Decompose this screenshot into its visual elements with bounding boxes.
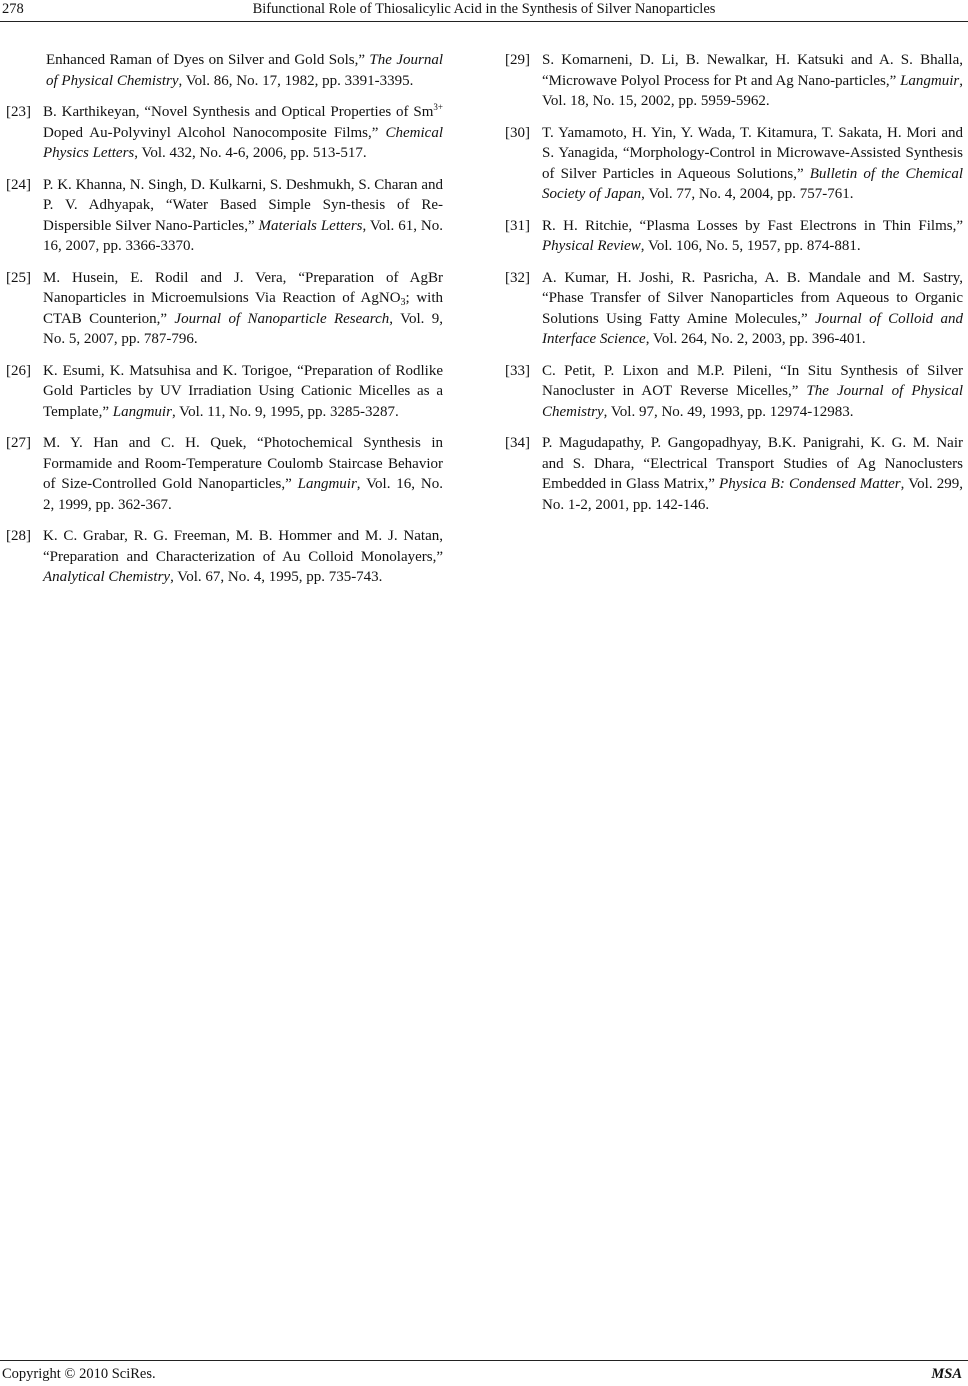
reference-details: , Vol. 67, No. 4, 1995, pp. 735-743. bbox=[170, 569, 383, 585]
reference-text: T. Yamamoto, H. Yin, Y. Wada, T. Kitamura, T. Sakata, H. Mori and S. Yanagida, “Morphology-Control in Microwave-Assisted Synthesis of Silver Particles in Aqueous Solutions,” bbox=[542, 124, 963, 182]
page-footer bbox=[0, 1360, 968, 1386]
reference-text: ; with CTAB Counterion,” bbox=[43, 290, 443, 327]
reference-32 bbox=[505, 268, 963, 350]
reference-text: Enhanced Raman of Dyes on Silver and Gold Sols,” bbox=[46, 52, 370, 68]
copyright-notice: Copyright © 2010 SciRes. bbox=[2, 1366, 156, 1382]
left-column bbox=[6, 50, 443, 599]
reference-details: , Vol. 18, No. 15, 2002, pp. 5959-5962. bbox=[542, 72, 963, 109]
reference-journal: Journal of Nanoparticle Research bbox=[174, 310, 390, 327]
reference-details: , Vol. 264, No. 2, 2003, pp. 396-401. bbox=[645, 331, 866, 347]
reference-23 bbox=[6, 102, 443, 164]
reference-text: K. Esumi, K. Matsuhisa and K. Torigoe, “Preparation of Rodlike Gold Particles by UV Irradiation Using Cationic Micelles as a Template,” bbox=[43, 362, 443, 420]
reference-27 bbox=[6, 433, 443, 515]
reference-continued bbox=[6, 50, 443, 91]
reference-journal: Physical Review bbox=[542, 238, 641, 254]
reference-details: , Vol. 11, No. 9, 1995, pp. 3285-3287. bbox=[171, 403, 399, 420]
reference-journal: Physica B: Condensed Matter bbox=[719, 476, 901, 492]
reference-details: , Vol. 86, No. 17, 1982, pp. 3391-3395. bbox=[178, 72, 414, 89]
page-number: 278 bbox=[2, 1, 24, 17]
reference-number: [32] bbox=[505, 269, 530, 286]
reference-details: , Vol. 106, No. 5, 1957, pp. 874-881. bbox=[640, 238, 861, 254]
reference-details: , Vol. 97, No. 49, 1993, pp. 12974-12983. bbox=[603, 403, 854, 420]
running-title: Bifunctional Role of Thiosalicylic Acid in the Synthesis of Silver Nanoparticles bbox=[252, 1, 716, 17]
reference-journal: Journal of Colloid and Interface Science bbox=[542, 310, 963, 347]
reference-text: B. Karthikeyan, “Novel Synthesis and Optical Properties of Sm bbox=[43, 104, 434, 120]
reference-text: S. Komarneni, D. Li, B. Newalkar, H. Katsuki and A. S. Bhalla, “Microwave Polyol Process for Pt and Ag Nano-particles,” bbox=[542, 52, 963, 89]
reference-subscript: 3 bbox=[400, 297, 406, 308]
reference-journal: Langmuir bbox=[900, 72, 960, 89]
reference-journal: Langmuir bbox=[112, 403, 172, 420]
reference-details: , Vol. 432, No. 4-6, 2006, pp. 513-517. bbox=[134, 145, 367, 161]
reference-number: [25] bbox=[6, 269, 31, 286]
reference-24 bbox=[6, 175, 443, 257]
reference-text: M. Husein, E. Rodil and J. Vera, “Preparation of AgBr Nanoparticles in Microemulsions Via Reaction of AgNO bbox=[43, 269, 443, 306]
reference-text: A. Kumar, H. Joshi, R. Pasricha, A. B. Mandale and M. Sastry, “Phase Transfer of Silver Nanoparticles from Aqueous to Organic Solutions Using Fatty Amine Molecules,” bbox=[542, 269, 963, 327]
reference-29 bbox=[505, 50, 963, 112]
reference-details: , Vol. 9, No. 5, 2007, pp. 787-796. bbox=[43, 310, 443, 347]
reference-text: M. Y. Han and C. H. Quek, “Photochemical Synthesis in Formamide and Room-Temperature Coulomb Staircase Behavior of Size-Controlled Gold Nanoparticles,” bbox=[43, 435, 443, 492]
reference-journal: Langmuir bbox=[297, 476, 357, 492]
reference-30 bbox=[505, 123, 963, 205]
reference-number: [34] bbox=[505, 435, 530, 451]
reference-34 bbox=[505, 433, 963, 515]
reference-26 bbox=[6, 361, 443, 423]
reference-number: [27] bbox=[6, 435, 31, 451]
reference-number: [29] bbox=[505, 52, 530, 68]
reference-number: [30] bbox=[505, 124, 530, 141]
reference-text: R. H. Ritchie, “Plasma Losses by Fast Electrons in Thin Films,” bbox=[542, 217, 963, 234]
reference-number: [24] bbox=[6, 176, 31, 193]
reference-25 bbox=[6, 268, 443, 350]
reference-text: C. Petit, P. Lixon and M.P. Pileni, “In Situ Synthesis of Silver Nanocluster in AOT Reverse Micelles,” bbox=[542, 362, 963, 399]
reference-journal: Materials Letters bbox=[258, 217, 363, 234]
reference-number: [23] bbox=[6, 104, 31, 120]
footer-rule bbox=[0, 1360, 968, 1361]
reference-details: , Vol. 16, No. 2, 1999, pp. 362-367. bbox=[43, 476, 443, 513]
reference-journal: Chemical Physics Letters bbox=[43, 124, 443, 161]
header-rule bbox=[0, 21, 968, 22]
reference-journal: Bulletin of the Chemical Society of Japan bbox=[542, 165, 963, 202]
reference-31 bbox=[505, 216, 963, 257]
reference-number: [26] bbox=[6, 362, 31, 379]
reference-text: P. K. Khanna, N. Singh, D. Kulkarni, S. Deshmukh, S. Charan and P. V. Adhyapak, “Water Based Simple Syn-thesis of Re-Dispersible Silver Nano-Particles,” bbox=[43, 176, 443, 234]
reference-details: , Vol. 77, No. 4, 2004, pp. 757-761. bbox=[641, 186, 854, 202]
reference-superscript: 3+ bbox=[433, 102, 443, 112]
reference-text: K. C. Grabar, R. G. Freeman, M. B. Hommer and M. J. Natan, “Preparation and Characterization of Au Colloid Monolayers,” bbox=[43, 528, 443, 565]
reference-journal: The Journal of Physical Chemistry bbox=[542, 383, 963, 420]
reference-details: , Vol. 299, No. 1-2, 2001, pp. 142-146. bbox=[542, 476, 964, 513]
reference-number: [28] bbox=[6, 528, 31, 544]
reference-number: [31] bbox=[505, 217, 530, 234]
reference-33 bbox=[505, 361, 963, 423]
reference-text: P. Magudapathy, P. Gangopadhyay, B.K. Panigrahi, K. G. M. Nair and S. Dhara, “Electrical Transport Studies of Ag Nanoclusters Embedded in Glass Matrix,” bbox=[542, 435, 963, 492]
reference-journal: The Journal of Physical Chemistry bbox=[46, 52, 443, 89]
journal-abbreviation: MSA bbox=[931, 1366, 962, 1382]
reference-28 bbox=[6, 526, 443, 588]
page-header bbox=[0, 0, 968, 22]
reference-number: [33] bbox=[505, 362, 530, 379]
right-column bbox=[505, 50, 963, 526]
reference-details: , Vol. 61, No. 16, 2007, pp. 3366-3370. bbox=[43, 217, 443, 254]
reference-journal: Analytical Chemistry bbox=[43, 569, 171, 585]
reference-text: Doped Au-Polyvinyl Alcohol Nanocomposite Films,” bbox=[43, 124, 386, 141]
